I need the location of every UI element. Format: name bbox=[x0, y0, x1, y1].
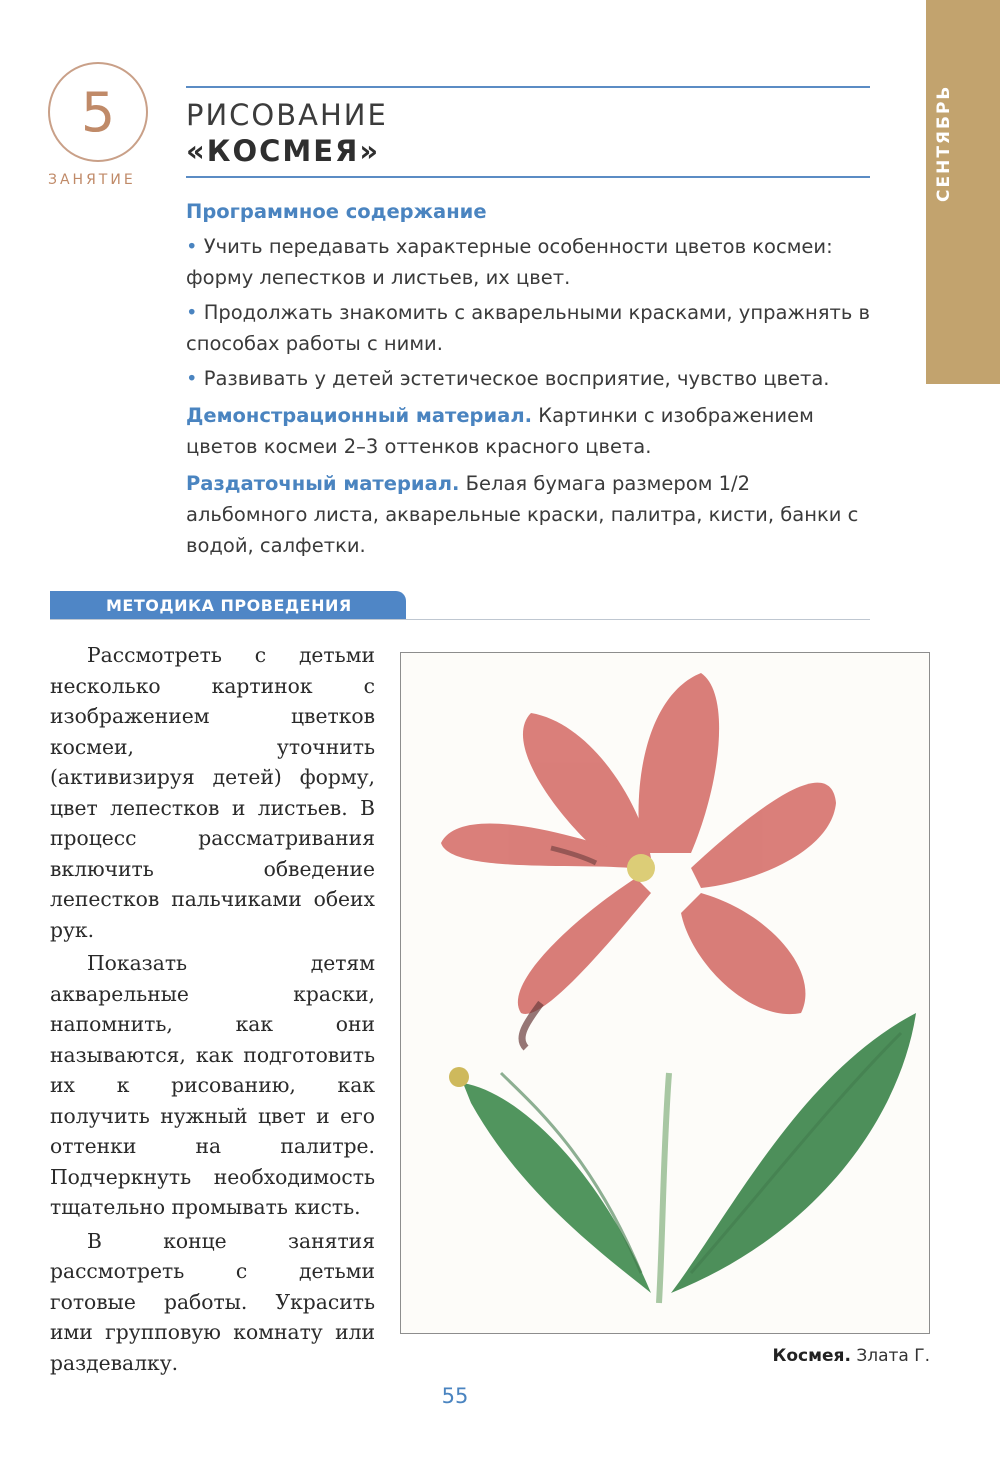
page-number: 55 bbox=[441, 1384, 469, 1408]
method-heading-rule bbox=[50, 619, 870, 620]
method-paragraph-2: Показать детям акварельные краски, напомнить, как они называются, как подготовить их к рисованию, как получить нужный цвет и его оттенки на палитре. Подчеркнуть необходимость тщательно промывать кисть. bbox=[50, 951, 375, 1219]
method-heading-bar bbox=[50, 591, 406, 620]
lesson-number-badge bbox=[48, 62, 148, 162]
image-caption bbox=[772, 1346, 930, 1366]
handout-text: Белая бумага размером 1/2 альбомного листа, акварельные краски, палитра, кисти, банки с водой, салфетки. bbox=[186, 472, 859, 557]
method-text bbox=[50, 640, 375, 1381]
handout-heading: Раздаточный материал. bbox=[186, 472, 460, 495]
demo-material bbox=[186, 400, 872, 462]
title-top-rule bbox=[186, 86, 870, 88]
method-paragraph-1: Рассмотреть с детьми несколько картинок с изображением цветков космеи, уточнить (активизируя детей) форму, цвет лепестков и листьев. В процесс рассматривания включить обведение лепестков пальчиками обеих рук. bbox=[50, 643, 375, 942]
method-paragraph-3: В конце занятия рассмотреть с детьми готовые работы. Украсить ими групповую комнату или раздевалку. bbox=[50, 1228, 375, 1375]
method-heading: МЕТОДИКА ПРОВЕДЕНИЯ bbox=[106, 596, 352, 615]
title-line-2: «КОСМЕЯ» bbox=[186, 134, 381, 168]
program-bullet-2: • Продолжать знакомить с акварельными красками, упражнять в способах работы с ними. bbox=[186, 297, 872, 359]
cosmos-flower-drawing bbox=[401, 653, 930, 1334]
lesson-label: ЗАНЯТИЕ bbox=[48, 172, 136, 188]
demo-text: Картинки с изображением цветов космеи 2–3 оттенков красного цвета. bbox=[186, 404, 814, 458]
title-bottom-rule bbox=[186, 176, 870, 178]
lesson-number: 5 bbox=[80, 80, 116, 144]
program-bullet-1: • Учить передавать характерные особенности цветов космеи: форму лепестков и листьев, их цвет. bbox=[186, 231, 872, 293]
month-tab-label: СЕНТЯБРЬ bbox=[934, 84, 954, 202]
caption-author: Злата Г. bbox=[856, 1346, 930, 1366]
caption-title: Космея. bbox=[772, 1346, 851, 1366]
month-tab bbox=[926, 0, 1000, 384]
child-drawing-image bbox=[400, 652, 930, 1334]
program-bullet-3: • Развивать у детей эстетическое восприятие, чувство цвета. bbox=[186, 363, 872, 394]
demo-heading: Демонстрационный материал. bbox=[186, 404, 533, 427]
lesson-content bbox=[186, 196, 872, 565]
handout-material bbox=[186, 468, 872, 561]
program-heading: Программное содержание bbox=[186, 200, 487, 223]
title-line-1: РИСОВАНИЕ bbox=[186, 98, 388, 132]
